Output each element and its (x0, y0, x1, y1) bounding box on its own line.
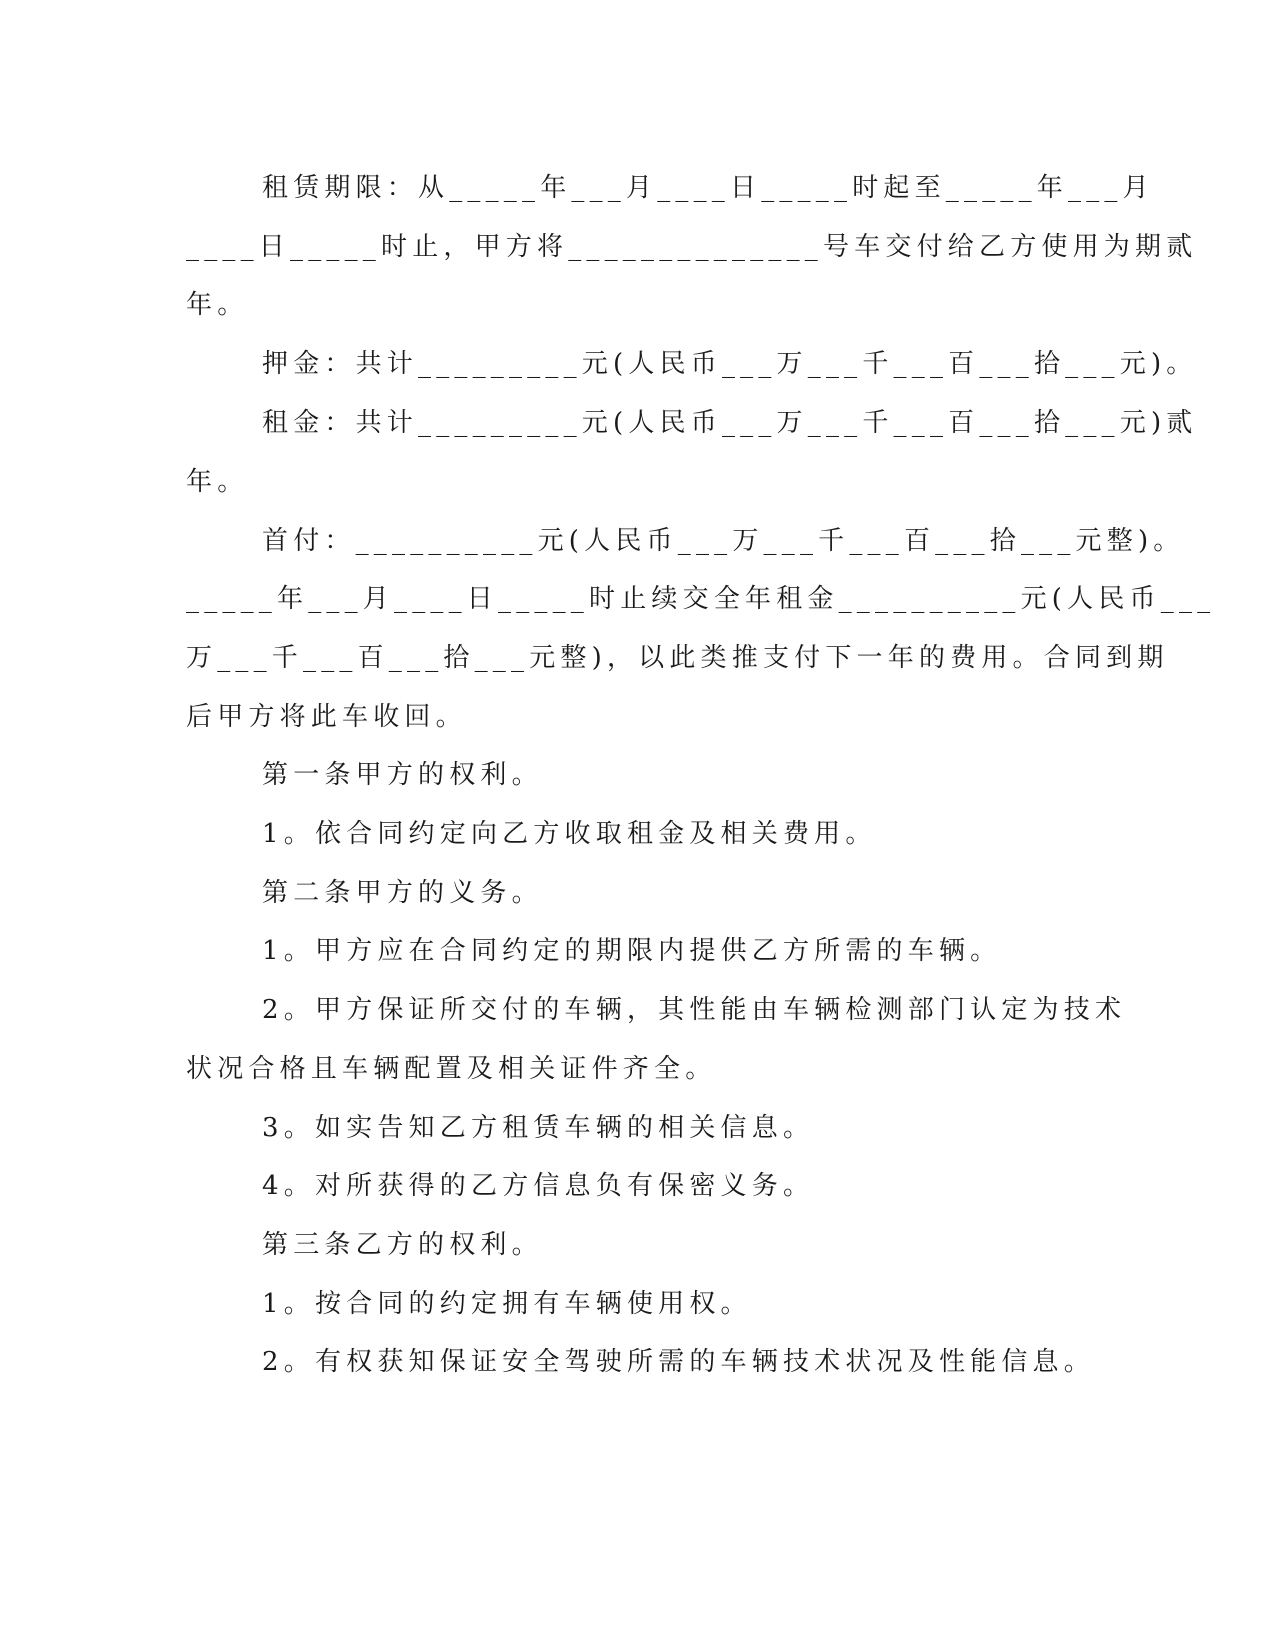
list-item: 2。甲方保证所交付的车辆，其性能由车辆检测部门认定为技术 (262, 995, 1127, 1025)
section-heading: 第二条甲方的义务。 (262, 878, 543, 908)
text-line: 万___千___百___拾___元整)，以此类推支付下一年的费用。合同到期 (186, 643, 1169, 673)
list-item: 4。对所获得的乙方信息负有保密义务。 (262, 1171, 815, 1201)
text-line: 租赁期限：从_____年___月____日_____时起至_____年___月 (262, 173, 1154, 203)
text-line: ____日_____时止，甲方将______________号车交付给乙方使用为期贰 (186, 232, 1198, 262)
list-item: 1。依合同约定向乙方收取租金及相关费用。 (262, 819, 877, 849)
text-line: 租金：共计_________元(人民币___万___千___百___拾___元)贰 (262, 408, 1198, 438)
list-item: 2。有权获知保证安全驾驶所需的车辆技术状况及性能信息。 (262, 1347, 1095, 1377)
section-heading: 第三条乙方的权利。 (262, 1230, 543, 1260)
text-line: 后甲方将此车收回。 (186, 702, 467, 732)
text-line: 年。 (186, 467, 249, 497)
text-line: 首付：__________元(人民币___万___千___百___拾___元整)。 (262, 526, 1185, 556)
text-line: _____年___月____日_____时止续交全年租金__________元(人民币___ (186, 584, 1216, 614)
text-line: 押金：共计_________元(人民币___万___千___百___拾___元)。 (262, 349, 1198, 379)
list-item: 1。按合同的约定拥有车辆使用权。 (262, 1289, 752, 1319)
text-line: 年。 (186, 290, 249, 320)
list-item: 1。甲方应在合同约定的期限内提供乙方所需的车辆。 (262, 936, 1002, 966)
section-heading: 第一条甲方的权利。 (262, 760, 543, 790)
list-item: 3。如实告知乙方租赁车辆的相关信息。 (262, 1113, 815, 1143)
text-line: 状况合格且车辆配置及相关证件齐全。 (186, 1054, 717, 1084)
